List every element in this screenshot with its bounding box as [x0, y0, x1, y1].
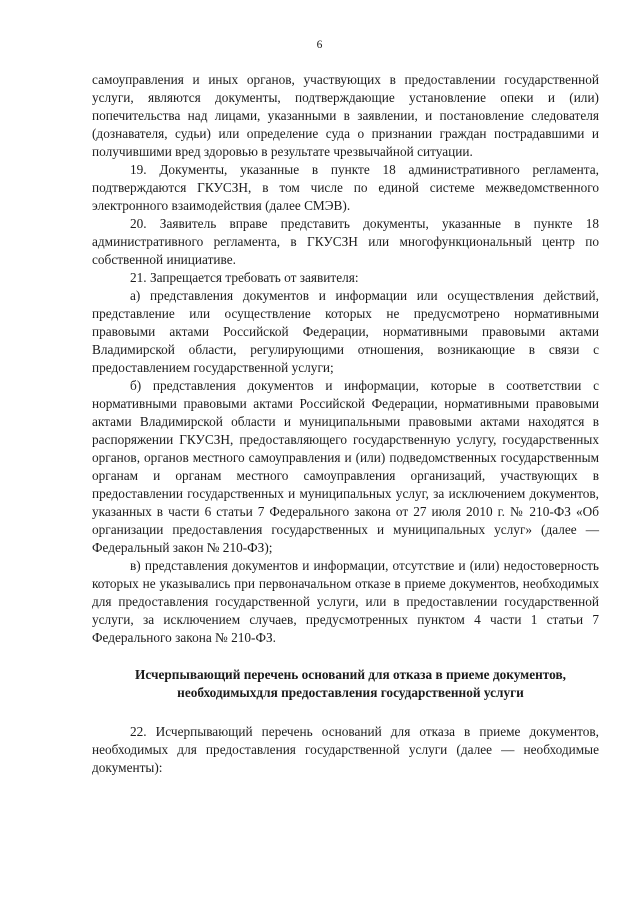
paragraph-19: 19. Документы, указанные в пункте 18 административного регламента, подтверждаются ГКУСЗН, в том числе по единой системе межведомственного электронного взаимодействия (далее СМЭВ). [92, 162, 599, 213]
page-number: 6 [316, 39, 323, 51]
document-body [92, 0, 599, 777]
paragraph-21: 21. Запрещается требовать от заявителя: [130, 270, 359, 285]
paragraph-20: 20. Заявитель вправе представить документы, указанные в пункте 18 административного регламента, в ГКУСЗН или многофункциональный центр по собственной инициативе. [92, 216, 599, 267]
section-heading: Исчерпывающий перечень оснований для отказа в приеме документов, необходимыхдля предоставления государственной услуги [135, 667, 566, 700]
paragraph-continuation: самоуправления и иных органов, участвующих в предоставлении государственной услуги, являются документы, подтверждающие установление опеки и (или) попечительства над лицами, указанными в заявлении, и постановление следователя (дознавателя, судьи) или определение суда о признании граждан пострадавшими и получившими вред здоровью в результате чрезвычайной ситуации. [92, 72, 599, 159]
paragraph-22: 22. Исчерпывающий перечень оснований для отказа в приеме документов, необходимых для предоставления государственной услуги (далее — необходимые документы): [92, 724, 599, 775]
paragraph-21-v: в) представления документов и информации, отсутствие и (или) недостоверность которых не указывались при первоначальном отказе в приеме документов, необходимых для предоставления государственной услуги, или в предоставлении государственной услуги, за исключением случаев, предусмотренных пунктом 4 части 1 статьи 7 Федерального закона № 210-ФЗ. [92, 558, 599, 645]
paragraph-21-a: а) представления документов и информации или осуществления действий, представление или осуществление которых не предусмотрено нормативными правовыми актами Российской Федерации, нормативными правовыми актами Владимирской области, регулирующими отношения, возникающие в связи с предоставлением государственной услуги; [92, 288, 599, 375]
paragraph-21-b: б) представления документов и информации, которые в соответствии с нормативными правовыми актами Российской Федерации, нормативными правовыми актами Владимирской области и муниципальными правовыми актами находятся в распоряжении ГКУСЗН, предоставляющего государственную услугу, государственных органов, органов местного самоуправления и (или) подведомственных государственным органам и органам местного самоуправления организаций, участвующих в предоставлении государственных и муниципальных услуг, за исключением документов, указанных в части 6 статьи 7 Федерального закона от 27 июля 2010 г. № 210-ФЗ «Об организации предоставления государственных и муниципальных услуг» (далее — Федеральный закон № 210-ФЗ); [92, 378, 599, 555]
